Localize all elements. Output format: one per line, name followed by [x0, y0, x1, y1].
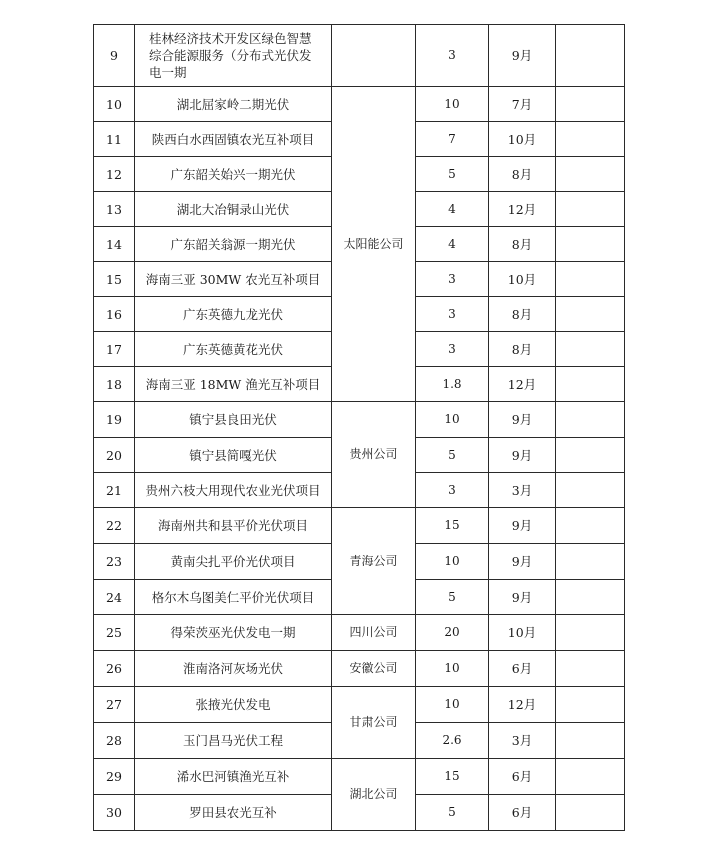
row-number: 18	[94, 367, 135, 402]
remarks-cell	[556, 651, 625, 687]
month-cell: 10月	[489, 122, 556, 157]
project-name: 黄南尖扎平价光伏项目	[135, 544, 332, 580]
company-cell: 太阳能公司	[332, 87, 416, 402]
row-number: 11	[94, 122, 135, 157]
project-name: 海南三亚 18MW 渔光互补项目	[135, 367, 332, 402]
row-number: 28	[94, 723, 135, 759]
project-name: 罗田县农光互补	[135, 795, 332, 831]
project-name: 浠水巴河镇渔光互补	[135, 759, 332, 795]
remarks-cell	[556, 438, 625, 473]
month-cell: 8月	[489, 297, 556, 332]
row-number: 10	[94, 87, 135, 122]
row-number: 9	[94, 25, 135, 87]
capacity-cell: 3	[416, 332, 489, 367]
month-cell: 7月	[489, 87, 556, 122]
remarks-cell	[556, 402, 625, 438]
capacity-cell: 5	[416, 795, 489, 831]
capacity-cell: 10	[416, 687, 489, 723]
capacity-cell: 15	[416, 508, 489, 544]
remarks-cell	[556, 759, 625, 795]
project-name: 淮南洛河灰场光伏	[135, 651, 332, 687]
row-number: 16	[94, 297, 135, 332]
month-cell: 8月	[489, 332, 556, 367]
remarks-cell	[556, 25, 625, 87]
company-cell: 贵州公司	[332, 402, 416, 508]
month-cell: 9月	[489, 508, 556, 544]
table-row	[94, 759, 625, 795]
capacity-cell: 2.6	[416, 723, 489, 759]
row-number: 12	[94, 157, 135, 192]
month-cell: 9月	[489, 438, 556, 473]
month-cell: 9月	[489, 544, 556, 580]
remarks-cell	[556, 544, 625, 580]
row-number: 13	[94, 192, 135, 227]
project-name: 广东英德黄花光伏	[135, 332, 332, 367]
project-table	[93, 24, 625, 831]
capacity-cell: 3	[416, 297, 489, 332]
company-cell: 四川公司	[332, 615, 416, 651]
remarks-cell	[556, 192, 625, 227]
company-cell: 青海公司	[332, 508, 416, 615]
project-name: 得荣茨巫光伏发电一期	[135, 615, 332, 651]
month-cell: 9月	[489, 402, 556, 438]
table-row	[94, 402, 625, 438]
capacity-cell: 7	[416, 122, 489, 157]
month-cell: 6月	[489, 759, 556, 795]
remarks-cell	[556, 473, 625, 508]
project-name: 海南三亚 30MW 农光互补项目	[135, 262, 332, 297]
row-number: 14	[94, 227, 135, 262]
project-name: 桂林经济技术开发区绿色智慧综合能源服务（分布式光伏发电一期	[135, 25, 332, 87]
remarks-cell	[556, 367, 625, 402]
remarks-cell	[556, 87, 625, 122]
capacity-cell: 15	[416, 759, 489, 795]
row-number: 25	[94, 615, 135, 651]
month-cell: 8月	[489, 227, 556, 262]
month-cell: 12月	[489, 367, 556, 402]
remarks-cell	[556, 122, 625, 157]
month-cell: 6月	[489, 651, 556, 687]
project-name: 贵州六枝大用现代农业光伏项目	[135, 473, 332, 508]
project-name: 镇宁县简嘎光伏	[135, 438, 332, 473]
remarks-cell	[556, 157, 625, 192]
capacity-cell: 10	[416, 544, 489, 580]
row-number: 20	[94, 438, 135, 473]
capacity-cell: 3	[416, 25, 489, 87]
row-number: 21	[94, 473, 135, 508]
project-name: 玉门昌马光伏工程	[135, 723, 332, 759]
row-number: 15	[94, 262, 135, 297]
company-cell: 安徽公司	[332, 651, 416, 687]
company-cell: 甘肃公司	[332, 687, 416, 759]
row-number: 23	[94, 544, 135, 580]
capacity-cell: 10	[416, 402, 489, 438]
project-name: 海南州共和县平价光伏项目	[135, 508, 332, 544]
capacity-cell: 1.8	[416, 367, 489, 402]
row-number: 19	[94, 402, 135, 438]
month-cell: 3月	[489, 723, 556, 759]
month-cell: 12月	[489, 687, 556, 723]
remarks-cell	[556, 687, 625, 723]
row-number: 17	[94, 332, 135, 367]
row-number: 30	[94, 795, 135, 831]
project-name: 湖北屈家岭二期光伏	[135, 87, 332, 122]
remarks-cell	[556, 723, 625, 759]
capacity-cell: 5	[416, 157, 489, 192]
capacity-cell: 4	[416, 192, 489, 227]
project-name: 湖北大冶铜录山光伏	[135, 192, 332, 227]
table-row	[94, 615, 625, 651]
project-name: 格尔木乌图美仁平价光伏项目	[135, 580, 332, 615]
capacity-cell: 4	[416, 227, 489, 262]
remarks-cell	[556, 508, 625, 544]
capacity-cell: 10	[416, 651, 489, 687]
row-number: 26	[94, 651, 135, 687]
row-number: 22	[94, 508, 135, 544]
month-cell: 3月	[489, 473, 556, 508]
table-row	[94, 651, 625, 687]
capacity-cell: 3	[416, 473, 489, 508]
remarks-cell	[556, 615, 625, 651]
project-name: 镇宁县良田光伏	[135, 402, 332, 438]
remarks-cell	[556, 262, 625, 297]
project-name: 张掖光伏发电	[135, 687, 332, 723]
remarks-cell	[556, 795, 625, 831]
capacity-cell: 5	[416, 580, 489, 615]
month-cell: 6月	[489, 795, 556, 831]
project-name: 广东韶关翁源一期光伏	[135, 227, 332, 262]
row-number: 29	[94, 759, 135, 795]
company-cell: 湖北公司	[332, 759, 416, 831]
capacity-cell: 20	[416, 615, 489, 651]
table-row	[94, 687, 625, 723]
row-number: 24	[94, 580, 135, 615]
remarks-cell	[556, 297, 625, 332]
table-row	[94, 508, 625, 544]
remarks-cell	[556, 227, 625, 262]
capacity-cell: 10	[416, 87, 489, 122]
month-cell: 9月	[489, 25, 556, 87]
table-row	[94, 25, 625, 87]
capacity-cell: 3	[416, 262, 489, 297]
month-cell: 9月	[489, 580, 556, 615]
month-cell: 10月	[489, 262, 556, 297]
remarks-cell	[556, 332, 625, 367]
month-cell: 12月	[489, 192, 556, 227]
project-name: 广东韶关始兴一期光伏	[135, 157, 332, 192]
capacity-cell: 5	[416, 438, 489, 473]
project-name: 陕西白水西固镇农光互补项目	[135, 122, 332, 157]
company-cell	[332, 25, 416, 87]
row-number: 27	[94, 687, 135, 723]
month-cell: 8月	[489, 157, 556, 192]
table-row	[94, 87, 625, 122]
month-cell: 10月	[489, 615, 556, 651]
remarks-cell	[556, 580, 625, 615]
project-name: 广东英德九龙光伏	[135, 297, 332, 332]
